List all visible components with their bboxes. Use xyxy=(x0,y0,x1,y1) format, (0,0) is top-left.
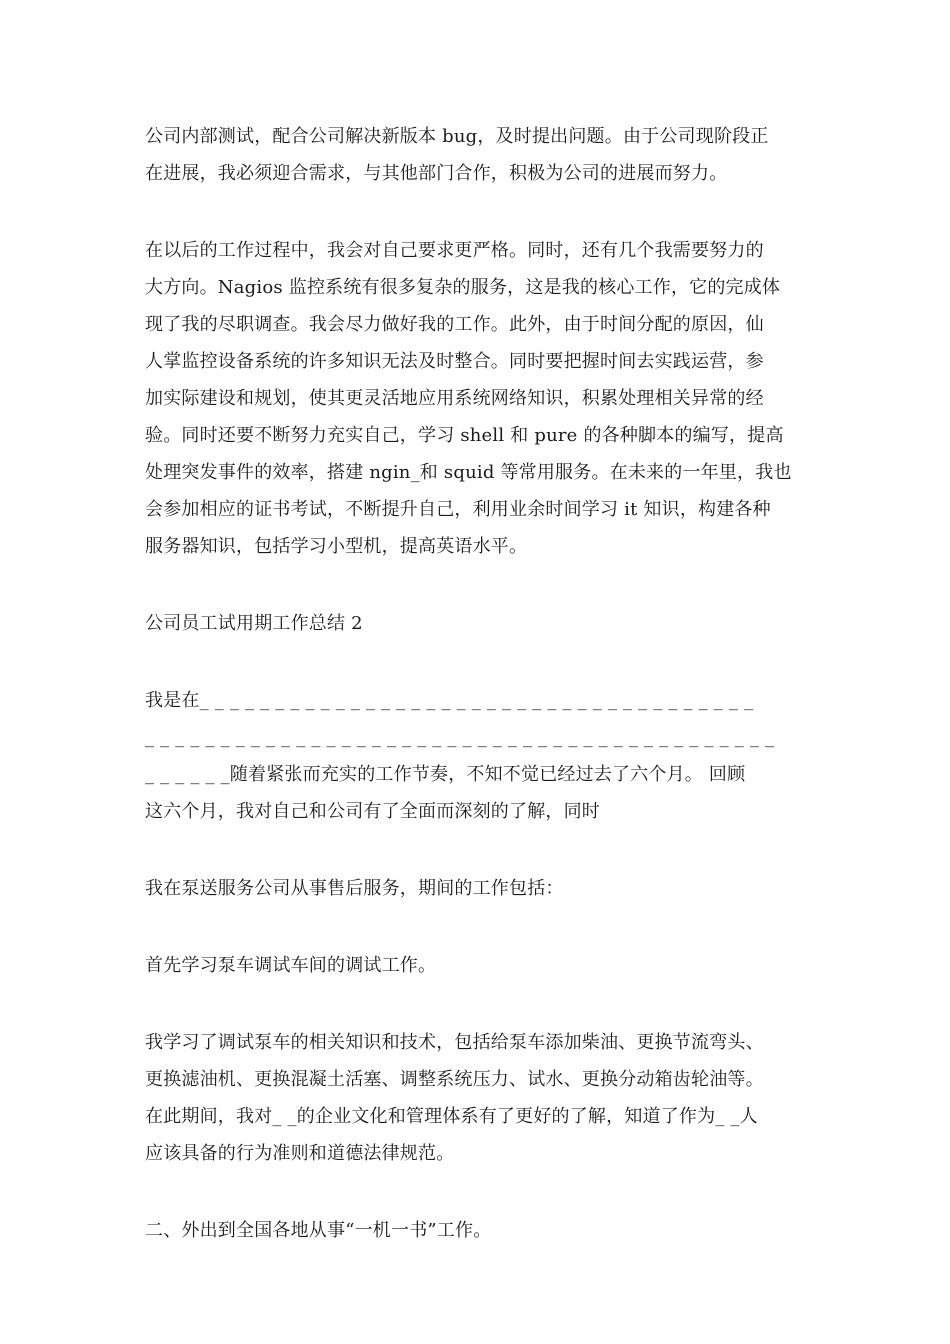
paragraph-spacer xyxy=(145,642,810,682)
text-line: 验。同时还要不断努力充实自己，学习 shell 和 pure 的各种脚本的编写，提高 xyxy=(145,425,784,446)
document-page xyxy=(145,118,810,1249)
text-line: _ _ _ _ _ _随着紧张而充实的工作节奏，不知不觉已经过去了六个月。 回顾 xyxy=(145,764,746,785)
paragraph-spacer xyxy=(145,984,810,1024)
paragraph-spacer xyxy=(145,830,810,870)
text-line: 公司内部测试，配合公司解决新版本 bug，及时提出问题。由于公司现阶段正 xyxy=(145,126,769,147)
text-line: 我学习了调试泵车的相关知识和技术，包括给泵车添加柴油、更换节流弯头、 xyxy=(145,1032,764,1053)
text-line: 这六个月，我对自己和公司有了全面而深刻的了解，同时 xyxy=(145,801,600,822)
text-line: 在以后的工作过程中，我会对自己要求更严格。同时，还有几个我需要努力的 xyxy=(145,240,764,261)
text-line: 更换滤油机、更换混凝土活塞、调整系统压力、试水、更换分动箱齿轮油等。 xyxy=(145,1069,764,1090)
paragraph-spacer xyxy=(145,565,810,605)
text-line: 在进展，我必须迎合需求，与其他部门合作，积极为公司的进展而努力。 xyxy=(145,163,728,184)
text-line: 大方向。Nagios 监控系统有很多复杂的服务，这是我的核心工作，它的完成体 xyxy=(145,277,781,298)
paragraph-future-work xyxy=(145,232,810,565)
paragraph-learning xyxy=(145,1024,810,1172)
paragraph-second-task xyxy=(145,1212,810,1249)
text-line: 我在泵送服务公司从事售后服务，期间的工作包括： xyxy=(145,878,564,899)
section-heading xyxy=(145,605,810,642)
text-line: 人掌监控设备系统的许多知识无法及时整合。同时要把握时间去实践运营，参 xyxy=(145,351,764,372)
paragraph-spacer xyxy=(145,907,810,947)
paragraph-after-sales xyxy=(145,870,810,907)
text-line: 加实际建设和规划，使其更灵活地应用系统网络知识，积累处理相关异常的经 xyxy=(145,388,764,409)
paragraph-intro xyxy=(145,682,810,830)
text-line: 二、外出到全国各地从事“一机一书”工作。 xyxy=(145,1220,492,1241)
text-line: 在此期间，我对_ _的企业文化和管理体系有了更好的了解，知道了作为_ _人 xyxy=(145,1106,758,1127)
text-line: 现了我的尽职调查。我会尽力做好我的工作。此外，由于时间分配的原因，仙 xyxy=(145,314,764,335)
text-line: 应该具备的行为准则和道德法律规范。 xyxy=(145,1143,455,1164)
text-line: 服务器知识，包括学习小型机，提高英语水平。 xyxy=(145,536,528,557)
text-line: 首先学习泵车调试车间的调试工作。 xyxy=(145,955,437,976)
heading-line: 公司员工试用期工作总结 2 xyxy=(145,613,363,634)
paragraph-testing xyxy=(145,118,810,192)
text-line: _ _ _ _ _ _ _ _ _ _ _ _ _ _ _ _ _ _ _ _ _ _ _ _ _ _ _ _ _ _ _ _ _ _ _ _ _ _ _ _ _ _ xyxy=(145,727,775,748)
paragraph-first-task xyxy=(145,947,810,984)
text-line: 我是在_ _ _ _ _ _ _ _ _ _ _ _ _ _ _ _ _ _ _ _ _ _ _ _ _ _ _ _ _ _ _ _ _ _ _ _ _ xyxy=(145,690,754,711)
paragraph-spacer xyxy=(145,1172,810,1212)
text-line: 会参加相应的证书考试，不断提升自己，利用业余时间学习 it 知识，构建各种 xyxy=(145,499,771,520)
text-line: 处理突发事件的效率，搭建 ngin_和 squid 等常用服务。在未来的一年里，我也 xyxy=(145,462,792,483)
paragraph-spacer xyxy=(145,192,810,232)
